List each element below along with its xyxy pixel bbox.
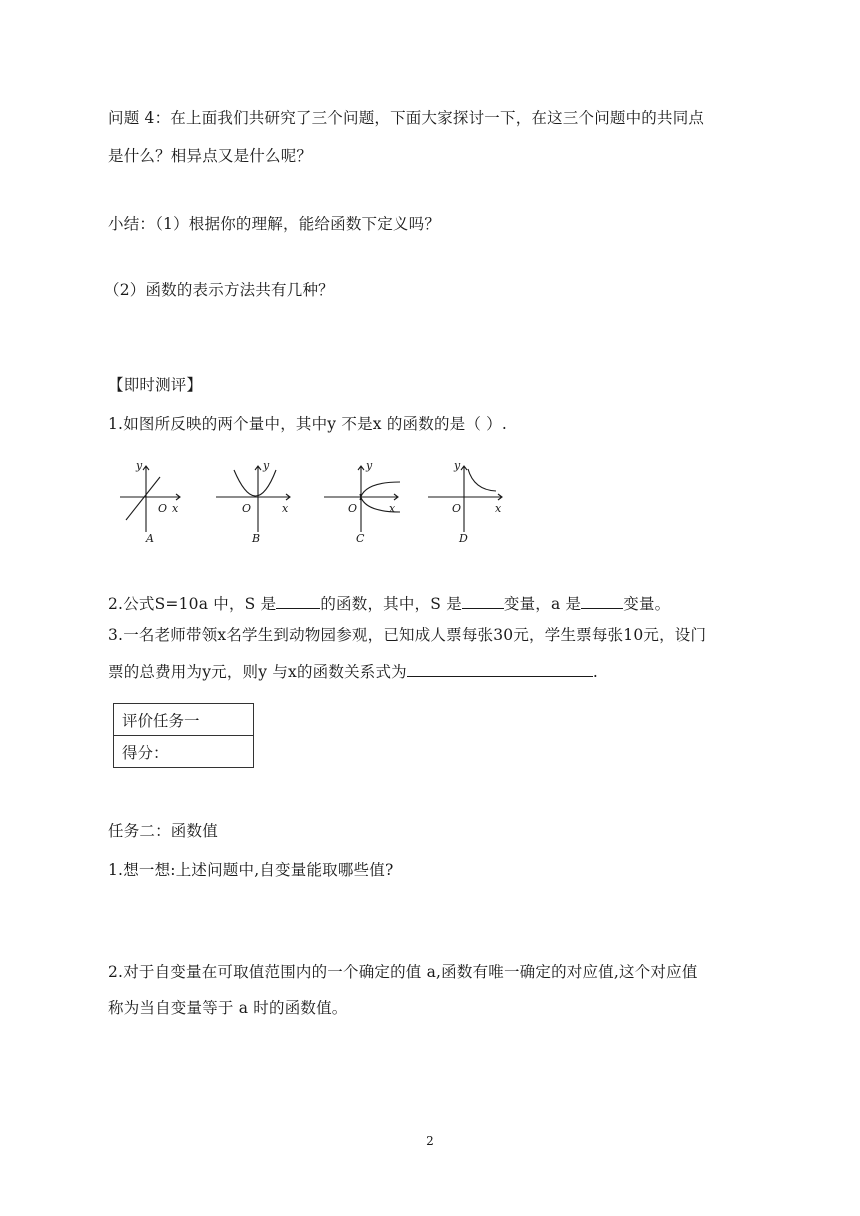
graph-b-origin-label: O bbox=[242, 502, 252, 515]
q2-blank-2[interactable] bbox=[462, 592, 504, 609]
page-number: 2 bbox=[426, 1134, 434, 1148]
graph-b bbox=[216, 466, 290, 532]
q3-answer-blank[interactable] bbox=[407, 660, 593, 677]
quiz-question-3-line-1: 3.一名老师带领x名学生到动物园参观，已知成人票每张30元，学生票每张10元，设门 bbox=[108, 626, 707, 644]
evaluation-table bbox=[113, 703, 254, 768]
q2-part-c: 变量，a 是 bbox=[503, 595, 582, 613]
evaluation-score-cell[interactable]: 得分： bbox=[114, 736, 254, 768]
task-2-item-2-line-2: 称为当自变量等于 a 时的函数值。 bbox=[108, 999, 348, 1017]
quiz-question-1: 1.如图所反映的两个量中，其中y 不是x 的函数的是（ ）. bbox=[108, 415, 507, 433]
graph-b-label: B bbox=[252, 532, 261, 545]
q2-blank-1[interactable] bbox=[276, 592, 320, 609]
quiz-heading: 【即时测评】 bbox=[108, 376, 203, 394]
graph-d-x-label: x bbox=[495, 502, 502, 515]
function-graphs bbox=[118, 460, 518, 546]
q2-part-b: 的函数，其中，S 是 bbox=[320, 595, 462, 613]
summary-item-1: 小结：（1）根据你的理解，能给函数下定义吗？ bbox=[108, 215, 441, 233]
q2-part-d: 变量。 bbox=[623, 595, 671, 613]
summary-item-2: （2）函数的表示方法共有几种？ bbox=[104, 281, 334, 299]
task-2-item-1: 1.想一想:上述问题中,自变量能取哪些值? bbox=[108, 861, 394, 879]
graph-c-label: C bbox=[356, 532, 365, 545]
graph-a bbox=[120, 466, 180, 532]
q3-text: 票的总费用为y元，则y 与x的函数关系式为 bbox=[108, 663, 407, 681]
graph-c-y-label: y bbox=[366, 459, 373, 472]
quiz-question-3-line-2 bbox=[108, 660, 598, 682]
graph-d-origin-label: O bbox=[452, 502, 462, 515]
graph-a-label: A bbox=[146, 532, 154, 545]
graph-b-x-label: x bbox=[282, 502, 289, 515]
graph-c-origin-label: O bbox=[348, 502, 358, 515]
q2-part-a: 2.公式S=10a 中，S 是 bbox=[108, 595, 277, 613]
graph-d-y-label: y bbox=[454, 459, 461, 472]
graph-a-y-label: y bbox=[136, 459, 143, 472]
task-2-item-2-line-1: 2.对于自变量在可取值范围内的一个确定的值 a,函数有唯一确定的对应值,这个对应值 bbox=[108, 963, 698, 981]
graph-c-x-label: x bbox=[389, 502, 396, 515]
question-4-line-1: 问题 4：在上面我们共研究了三个问题，下面大家探讨一下，在这三个问题中的共同点 bbox=[108, 109, 705, 127]
question-4-line-2: 是什么？相异点又是什么呢？ bbox=[108, 147, 313, 165]
graph-d bbox=[428, 466, 502, 532]
quiz-question-2 bbox=[108, 592, 670, 614]
graph-a-origin-label: O bbox=[158, 502, 168, 515]
graph-c bbox=[324, 466, 400, 532]
q2-blank-3[interactable] bbox=[581, 592, 623, 609]
task-2-title: 任务二：函数值 bbox=[108, 822, 218, 840]
q3-period: . bbox=[592, 663, 599, 681]
graph-d-label: D bbox=[459, 532, 468, 545]
evaluation-task-cell: 评价任务一 bbox=[114, 704, 254, 736]
graph-a-x-label: x bbox=[172, 502, 179, 515]
graph-b-y-label: y bbox=[263, 459, 270, 472]
